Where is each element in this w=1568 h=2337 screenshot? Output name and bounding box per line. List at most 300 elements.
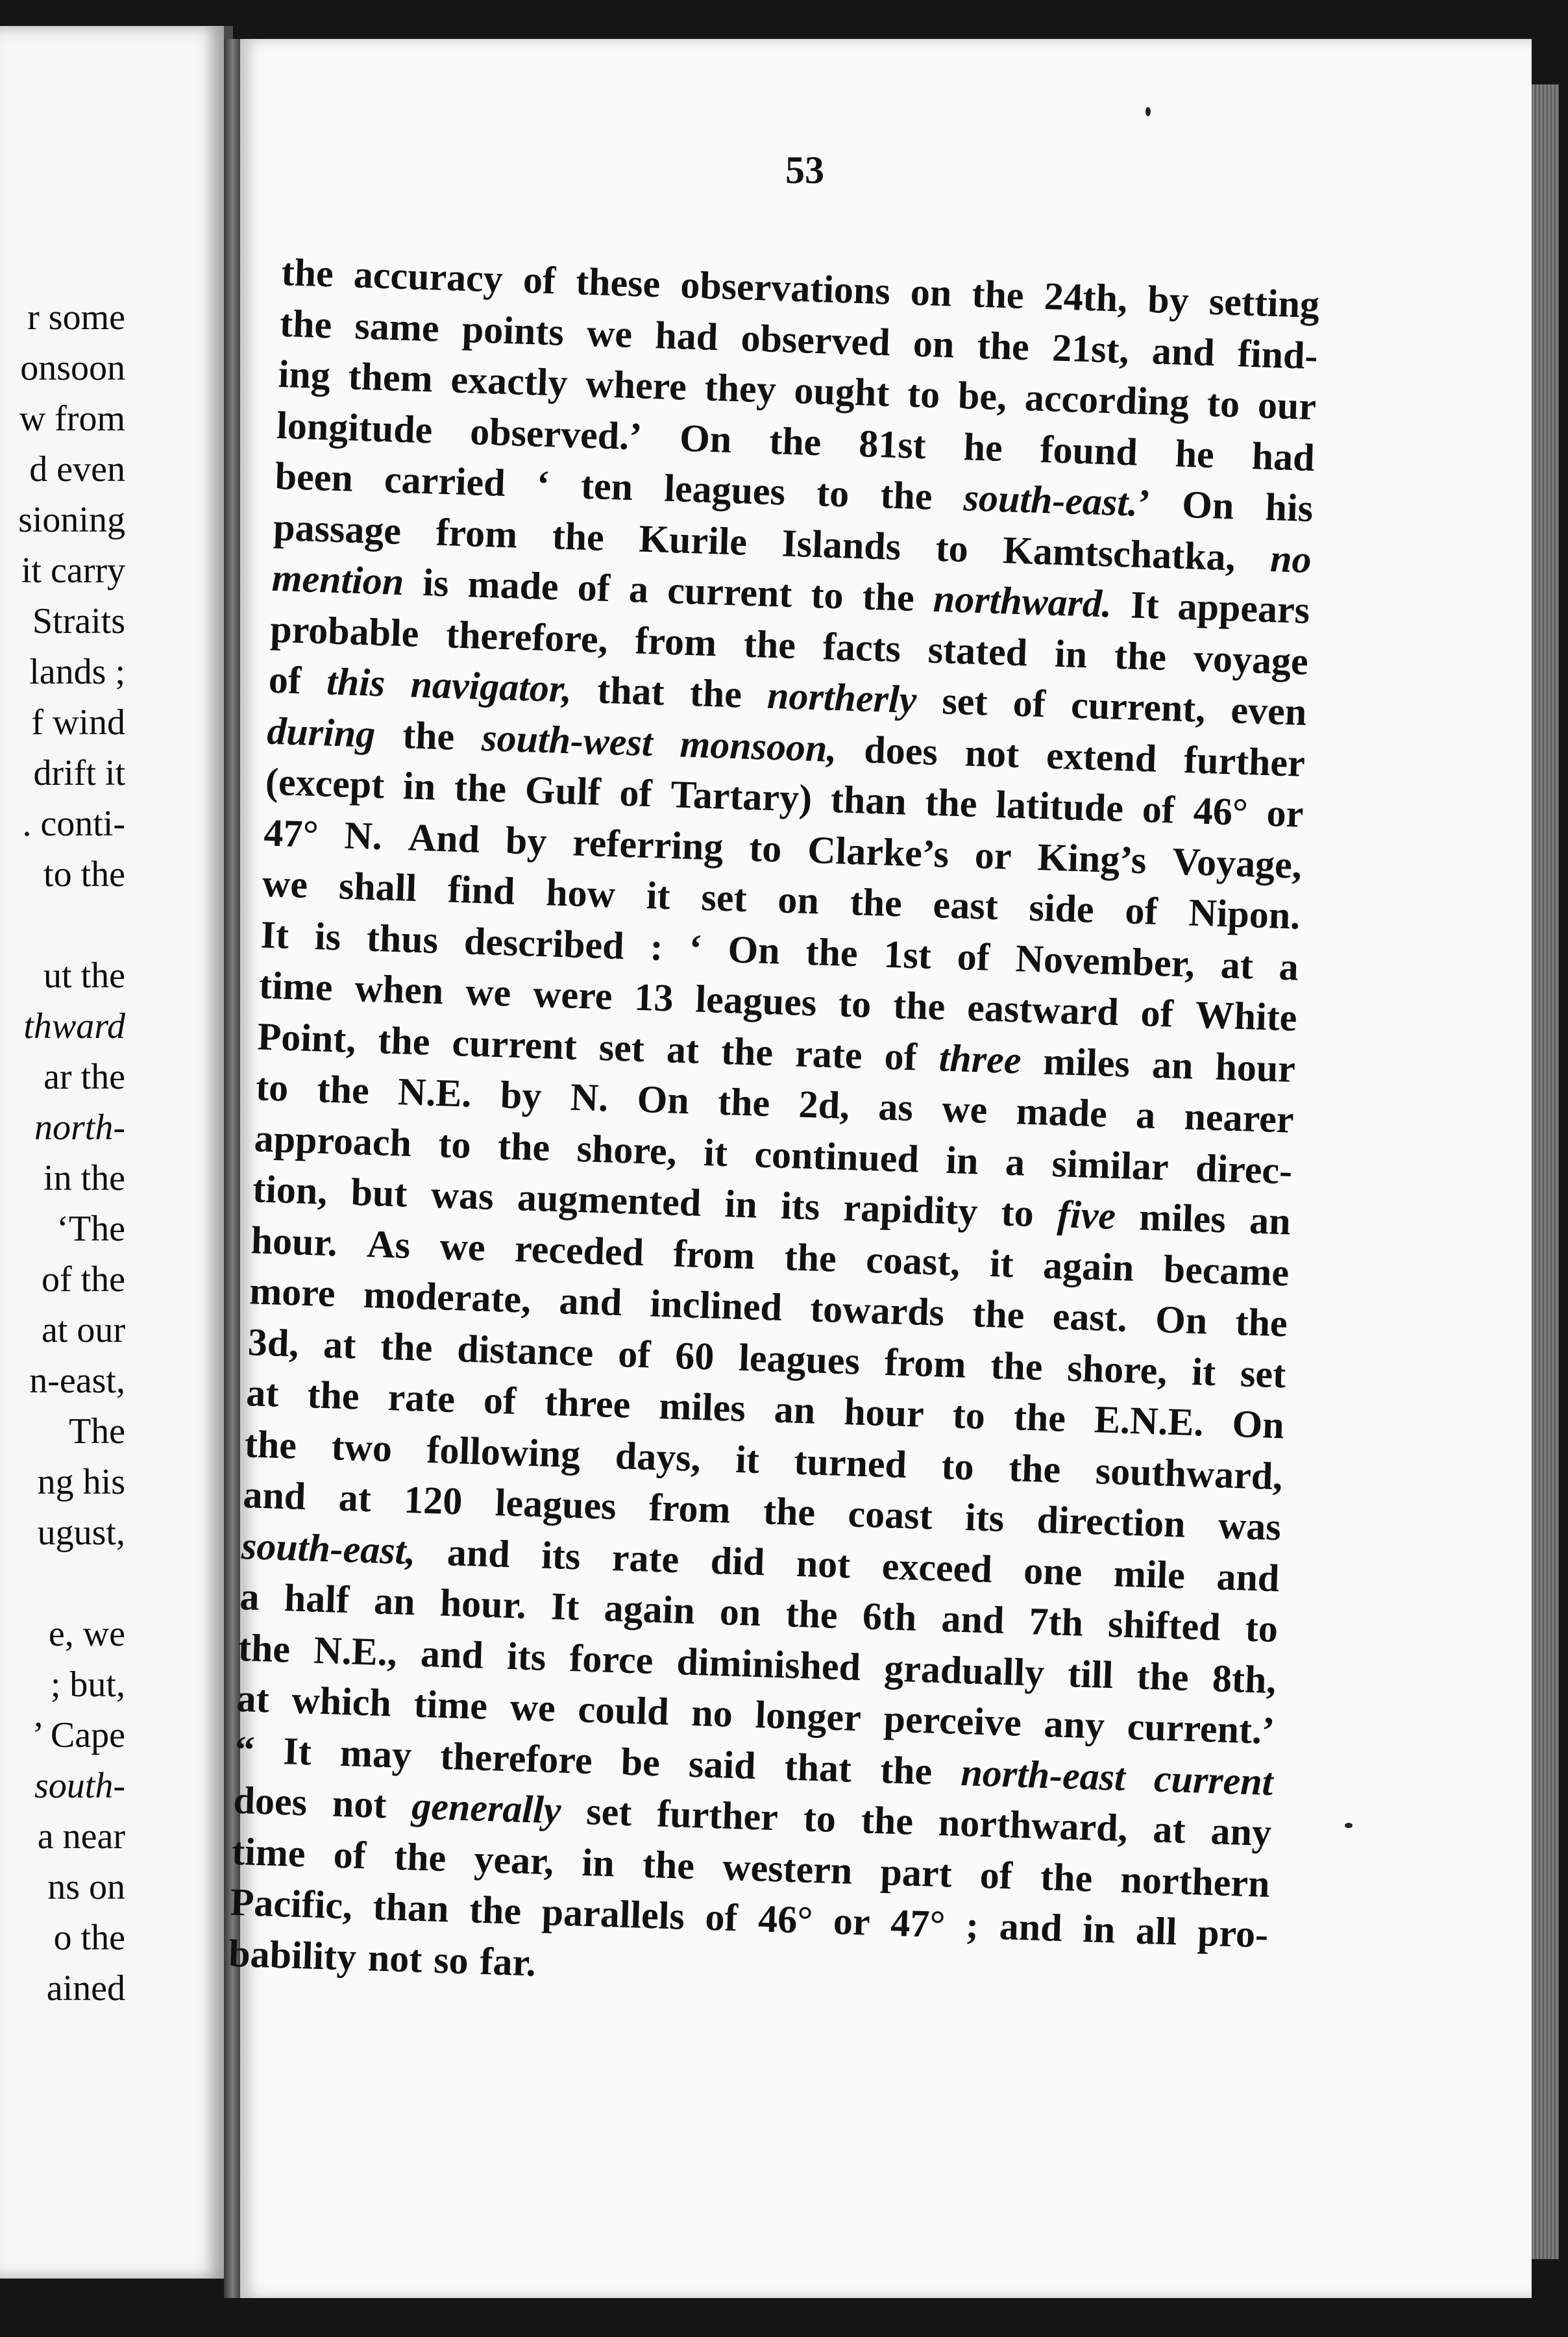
word: ‘	[535, 462, 550, 506]
word: Tartary)	[670, 773, 813, 821]
word: any	[1210, 1809, 1273, 1855]
word: to	[838, 982, 872, 1026]
word: Point,	[256, 1014, 357, 1061]
word: Kamtschatka,	[1002, 528, 1236, 578]
word: time	[258, 963, 334, 1009]
word: his	[1264, 485, 1314, 530]
word: points	[461, 307, 565, 354]
word: of	[617, 1331, 652, 1376]
word: the	[743, 622, 797, 667]
word: they	[704, 365, 777, 411]
word: generally	[411, 1784, 562, 1832]
word: its	[541, 1533, 582, 1577]
word: in	[402, 764, 437, 808]
left-page-line: drift it	[33, 753, 125, 793]
word: of	[979, 1853, 1013, 1898]
word: and	[420, 1631, 484, 1677]
word: south-east.’	[962, 476, 1152, 525]
word: to	[935, 526, 969, 570]
word: as	[877, 1085, 914, 1130]
word: on	[718, 1590, 762, 1635]
word: the	[1136, 1653, 1190, 1699]
word: accuracy	[352, 253, 504, 301]
word: thus	[366, 916, 439, 961]
word: no	[691, 1690, 733, 1735]
left-page-line: ained	[46, 1968, 125, 2009]
word: it	[1191, 1350, 1217, 1394]
word: the	[642, 1842, 696, 1887]
word: tion,	[252, 1167, 328, 1213]
word: November,	[1014, 936, 1195, 985]
word: part	[879, 1849, 953, 1896]
left-page-line: onsoon	[20, 348, 125, 388]
word: to	[437, 1122, 472, 1167]
word: we	[262, 861, 309, 906]
word: On	[1231, 1402, 1285, 1447]
left-page-line: r some	[27, 297, 125, 338]
left-page-line: south-	[34, 1766, 125, 1806]
word: the	[720, 1029, 774, 1074]
word: any	[1043, 1702, 1106, 1747]
word: again	[1042, 1243, 1135, 1289]
left-page-line	[0, 1558, 217, 1609]
word: southward,	[1094, 1448, 1284, 1498]
word: hour	[1214, 1045, 1296, 1091]
word: N.E.,	[313, 1628, 398, 1674]
word: or	[974, 833, 1012, 878]
word: 24th,	[1043, 274, 1129, 320]
word: current	[451, 1020, 578, 1068]
word: voyage	[1193, 636, 1309, 683]
word: he	[962, 425, 1003, 469]
word: current.’	[1126, 1705, 1275, 1753]
left-facing-page	[0, 26, 233, 2279]
word: perceive	[883, 1697, 1022, 1744]
word: its	[780, 1183, 821, 1228]
word: appears	[1177, 584, 1311, 632]
word: 7th	[1028, 1600, 1084, 1644]
word: set	[585, 1789, 633, 1835]
word: at	[1152, 1807, 1186, 1851]
word: hour.	[439, 1581, 527, 1627]
word: it	[645, 874, 671, 918]
word: leagues	[738, 1335, 861, 1383]
word: ;	[965, 1903, 980, 1947]
word: it	[988, 1241, 1014, 1285]
word: the	[280, 250, 334, 295]
word: longer	[754, 1693, 862, 1740]
word: western	[722, 1845, 853, 1892]
word: one	[1023, 1548, 1083, 1594]
word: its	[964, 1496, 1005, 1540]
word: On	[727, 927, 781, 972]
left-page-line: ; but,	[50, 1664, 125, 1705]
word: a	[628, 567, 650, 611]
word: be	[620, 1740, 661, 1784]
word: eastward	[966, 985, 1120, 1034]
word: of	[1140, 991, 1174, 1035]
word: And	[407, 815, 481, 861]
word: King’s	[1036, 835, 1147, 882]
word: the	[551, 513, 605, 559]
word: than	[829, 777, 907, 823]
word: three	[938, 1035, 1022, 1082]
word: of	[619, 771, 653, 815]
word: shore,	[576, 1126, 678, 1173]
word: during	[266, 709, 376, 756]
word: south-east,	[241, 1524, 417, 1572]
word: to	[255, 1065, 289, 1109]
word: an	[773, 1387, 816, 1432]
word: the	[976, 323, 1030, 368]
word: this	[326, 660, 386, 705]
word: in	[1054, 632, 1088, 676]
word: did	[709, 1539, 766, 1583]
word: towards	[809, 1287, 946, 1334]
word: direc-	[1195, 1146, 1293, 1193]
left-page-line: a near	[37, 1816, 125, 1857]
word: bability	[228, 1931, 358, 1979]
word: and	[242, 1473, 307, 1518]
word: to	[816, 471, 850, 515]
word: monsoon,	[679, 722, 838, 770]
word: of	[576, 565, 611, 610]
word: till	[1067, 1651, 1114, 1696]
word: a	[1005, 1140, 1026, 1184]
word: nearer	[1183, 1094, 1295, 1141]
word: shifted	[1107, 1602, 1221, 1649]
word: therefore,	[445, 612, 609, 661]
word: the	[306, 1373, 360, 1418]
word: ten	[580, 464, 634, 509]
word: latitude	[995, 782, 1125, 830]
left-page-line: of the	[41, 1259, 125, 1300]
word: we	[465, 970, 512, 1015]
word: diminished	[676, 1639, 862, 1688]
word: to	[1207, 381, 1241, 426]
word: current	[1153, 1756, 1274, 1803]
word: more	[249, 1269, 336, 1315]
left-page-line: thward	[23, 1006, 125, 1046]
word: 46°	[757, 1897, 814, 1942]
word: gradually	[883, 1646, 1046, 1694]
word: leagues	[694, 977, 818, 1024]
left-page-line: d even	[29, 449, 125, 489]
word: three	[544, 1380, 631, 1426]
word: rate	[387, 1376, 456, 1421]
page-body-text	[228, 247, 1320, 2011]
word: or	[1266, 791, 1305, 835]
word: became	[1162, 1246, 1290, 1294]
word: find	[447, 867, 516, 913]
word: according	[1024, 376, 1190, 424]
word: Pacific,	[229, 1880, 354, 1927]
word: On	[1181, 482, 1235, 528]
word: 47°	[263, 811, 319, 856]
word: hour.	[250, 1218, 338, 1264]
word: and	[558, 1279, 623, 1324]
word: turned	[793, 1439, 908, 1486]
word: south-west	[481, 715, 654, 764]
word: setting	[1208, 279, 1320, 327]
word: 47°	[890, 1901, 946, 1946]
word: of	[332, 1833, 367, 1877]
word: and	[940, 1596, 1005, 1642]
word: to	[810, 573, 844, 617]
word: 3d,	[247, 1320, 300, 1365]
word: northern	[1120, 1857, 1271, 1905]
word: year,	[473, 1837, 555, 1883]
word: east	[932, 883, 999, 928]
word: ing	[277, 352, 331, 397]
word: on	[913, 321, 955, 366]
word: made	[467, 562, 559, 608]
word: following	[426, 1428, 582, 1476]
word: northerly	[766, 673, 918, 722]
word: Voyage,	[1171, 839, 1303, 887]
left-page-line	[0, 900, 217, 950]
word: from	[634, 618, 718, 664]
word: parallels	[541, 1890, 685, 1938]
word: of	[883, 1034, 918, 1078]
word: approach	[253, 1116, 413, 1165]
word: rate	[611, 1535, 680, 1581]
word: in	[581, 1840, 615, 1885]
word: set	[700, 875, 748, 920]
word: same	[354, 304, 440, 350]
word: we	[439, 1224, 486, 1269]
word: find-	[1237, 331, 1319, 377]
word: than	[372, 1885, 450, 1931]
left-page-line: w from	[19, 399, 125, 439]
word: by	[504, 818, 548, 863]
word: moderate,	[362, 1272, 532, 1321]
word: the	[861, 575, 915, 619]
page-edge	[1532, 84, 1559, 2259]
word: but	[350, 1170, 408, 1215]
left-page-line: north-	[34, 1107, 125, 1148]
word: is	[314, 914, 342, 958]
word: leagues	[494, 1481, 617, 1528]
word: by	[500, 1073, 543, 1118]
word: 120	[403, 1478, 463, 1523]
word: far.	[479, 1939, 537, 1985]
word: from	[648, 1485, 731, 1531]
word: On	[679, 415, 733, 461]
word: the	[244, 1422, 298, 1467]
word: to	[802, 1796, 837, 1840]
word: that	[596, 668, 665, 713]
word: As	[366, 1222, 411, 1267]
word: the	[316, 1067, 370, 1112]
word: it	[703, 1130, 728, 1174]
word: a	[1135, 1093, 1157, 1137]
word: the	[454, 765, 508, 811]
word: the	[849, 880, 903, 925]
word: 8th,	[1211, 1656, 1277, 1701]
word: mention	[271, 556, 405, 604]
word: to	[907, 372, 941, 416]
word: or	[832, 1899, 871, 1944]
left-page-line: lands ;	[29, 652, 125, 692]
word: that	[783, 1744, 853, 1790]
word: It	[282, 1729, 312, 1774]
word: the	[380, 1324, 434, 1369]
word: had	[654, 313, 719, 358]
word: N.E.	[397, 1070, 472, 1115]
word: It	[1130, 583, 1160, 627]
word: facts	[822, 624, 901, 670]
word: was	[1218, 1503, 1282, 1549]
word: of	[1012, 681, 1046, 726]
word: of	[704, 1895, 739, 1940]
word: the	[377, 1018, 431, 1063]
word: from	[884, 1340, 967, 1386]
word: in	[1082, 1907, 1116, 1951]
word: all	[1135, 1909, 1178, 1953]
word: by	[1147, 277, 1190, 322]
left-page-line: in the	[43, 1158, 125, 1198]
ink-speck	[1345, 1823, 1353, 1828]
word: White	[1194, 993, 1298, 1039]
word: pro-	[1197, 1910, 1269, 1956]
word: extend	[1046, 733, 1158, 780]
word: 2d,	[798, 1082, 851, 1128]
word: the	[971, 272, 1025, 317]
left-page-line: at our	[41, 1310, 125, 1350]
left-page-line: to the	[43, 854, 125, 895]
word: the	[972, 1292, 1025, 1337]
left-page-line: ut the	[43, 956, 125, 996]
word: so	[433, 1938, 469, 1982]
word: of	[1141, 787, 1175, 832]
word: from	[672, 1231, 756, 1278]
word: on	[909, 270, 953, 315]
word: east.	[1051, 1294, 1128, 1340]
word: to	[748, 826, 783, 871]
word: at	[1219, 943, 1254, 987]
word: the	[990, 1343, 1044, 1389]
word: north-east	[960, 1750, 1126, 1799]
left-page-line: ’ Cape	[32, 1715, 125, 1755]
word: stated	[927, 628, 1029, 674]
word: similar	[1051, 1141, 1170, 1189]
word: to	[1000, 1191, 1035, 1235]
left-page-line: ng his	[37, 1462, 125, 1502]
word: we	[509, 1685, 556, 1730]
word: Nipon.	[1188, 891, 1301, 937]
word: of	[268, 658, 302, 702]
word: the	[1013, 1395, 1067, 1440]
word: no	[1269, 536, 1312, 581]
word: at	[236, 1676, 270, 1721]
word: had	[1251, 434, 1316, 479]
word: inclined	[649, 1281, 783, 1329]
word: and	[1216, 1554, 1280, 1600]
word: miles	[1138, 1195, 1227, 1241]
word: 1st	[883, 932, 932, 977]
word: Islands	[781, 521, 902, 568]
word: said	[688, 1742, 757, 1787]
word: the	[497, 1124, 551, 1169]
word: not	[795, 1541, 851, 1586]
word: was	[430, 1172, 495, 1218]
word: when	[354, 967, 445, 1013]
word: receded	[514, 1226, 645, 1274]
word: the	[785, 1592, 839, 1637]
word: Kurile	[638, 516, 748, 563]
word: our	[1257, 383, 1317, 428]
word: the	[1040, 1855, 1094, 1899]
word: side	[1028, 885, 1095, 931]
word: Gulf	[524, 768, 602, 813]
word: “	[234, 1727, 256, 1772]
word: the	[1114, 634, 1168, 678]
word: current,	[1070, 683, 1207, 731]
word: the	[1234, 1300, 1288, 1345]
word: the	[393, 1835, 447, 1879]
word: :	[649, 924, 664, 969]
word: 81st	[858, 421, 927, 467]
left-page-line: sioning	[18, 500, 125, 540]
word: of	[522, 258, 557, 303]
word: rate	[794, 1031, 863, 1077]
word: observed	[740, 315, 891, 364]
word: does	[863, 728, 938, 773]
word: the	[763, 1489, 816, 1534]
word: passage	[273, 505, 402, 552]
word: a	[239, 1574, 260, 1618]
word: augmented	[517, 1176, 702, 1224]
word: navigator,	[410, 662, 573, 711]
word: of	[1124, 889, 1158, 933]
word: the	[879, 473, 933, 518]
word: the	[238, 1626, 291, 1670]
word: further	[1183, 737, 1306, 785]
word: the	[717, 1080, 771, 1125]
word: set	[941, 679, 988, 724]
word: the	[892, 983, 946, 1028]
word: the	[924, 780, 978, 826]
word: 60	[674, 1333, 715, 1378]
word: is	[422, 561, 450, 605]
word: 21st,	[1051, 325, 1130, 371]
word: days,	[614, 1433, 702, 1479]
word: the	[879, 1748, 933, 1793]
word: these	[575, 260, 661, 306]
word: direction	[1036, 1498, 1186, 1546]
word: not	[332, 1781, 387, 1827]
word: 6th	[861, 1594, 918, 1639]
left-page-line: ‘The	[56, 1209, 125, 1249]
word: them	[347, 354, 434, 401]
word: therefore	[439, 1734, 593, 1782]
word: the	[768, 419, 822, 464]
word: been	[274, 454, 354, 500]
word: an	[373, 1579, 416, 1624]
word: not	[367, 1935, 423, 1981]
page-number: 53	[785, 149, 824, 192]
word: to	[951, 1393, 986, 1437]
word: northward.	[932, 576, 1113, 626]
left-page-line: o the	[53, 1918, 125, 1958]
left-page-line: Straits	[32, 601, 125, 641]
left-page-line: ugust,	[37, 1513, 125, 1553]
word: continued	[753, 1132, 920, 1180]
word: coast,	[865, 1237, 961, 1284]
word: exactly	[450, 358, 569, 404]
word: at	[666, 1027, 700, 1072]
